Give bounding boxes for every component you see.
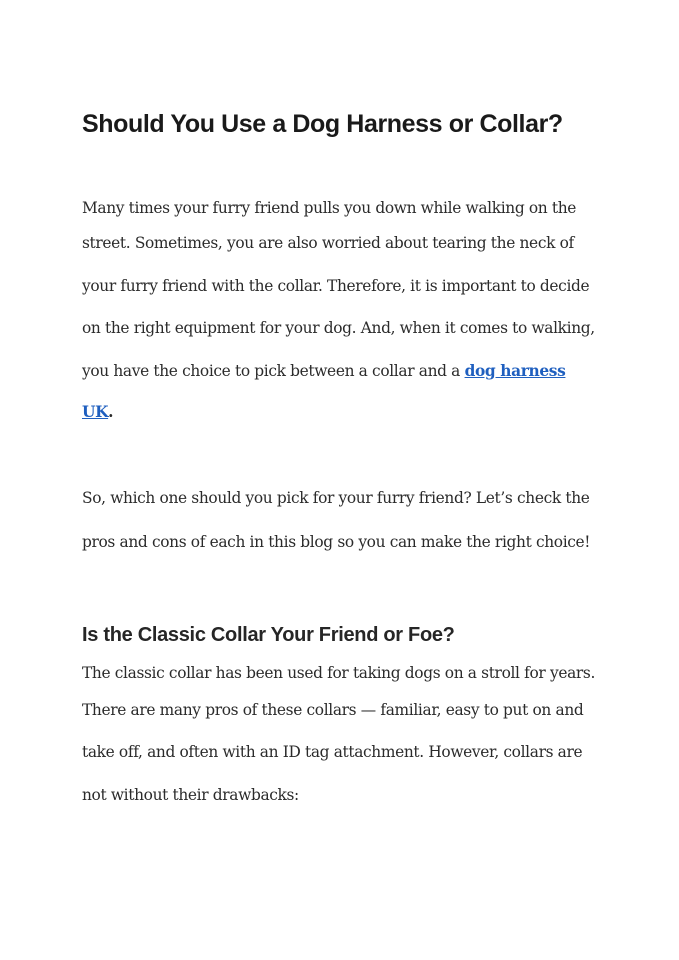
paragraph-line <box>82 362 565 380</box>
paragraph-line: on the right equipment for your dog. And, when it comes to walking, <box>82 319 595 337</box>
paragraph-line: There are many pros of these collars — familiar, easy to put on and <box>82 701 584 719</box>
paragraph-line: Many times your furry friend pulls you down while walking on the <box>82 199 577 217</box>
dog-harness-link-continued[interactable]: UK <box>82 403 109 421</box>
paragraph-line: not without their drawbacks: <box>82 786 299 804</box>
paragraph-line: your furry friend with the collar. Therefore, it is important to decide <box>82 277 590 295</box>
end-punctuation: . <box>108 403 114 421</box>
paragraph-line: So, which one should you pick for your furry friend? Let’s check the <box>82 489 590 507</box>
paragraph-line: street. Sometimes, you are also worried about tearing the neck of <box>82 234 574 252</box>
paragraph-line <box>82 403 113 421</box>
page-title: Should You Use a Dog Harness or Collar? <box>82 110 563 138</box>
dog-harness-link[interactable]: dog harness <box>464 362 566 380</box>
paragraph-line: take off, and often with an ID tag attachment. However, collars are <box>82 743 583 761</box>
section-heading: Is the Classic Collar Your Friend or Foe? <box>82 624 455 646</box>
paragraph-text: you have the choice to pick between a collar and a <box>82 362 465 380</box>
paragraph-line: The classic collar has been used for taking dogs on a stroll for years. <box>82 664 596 682</box>
paragraph-line: pros and cons of each in this blog so you can make the right choice! <box>82 533 591 551</box>
